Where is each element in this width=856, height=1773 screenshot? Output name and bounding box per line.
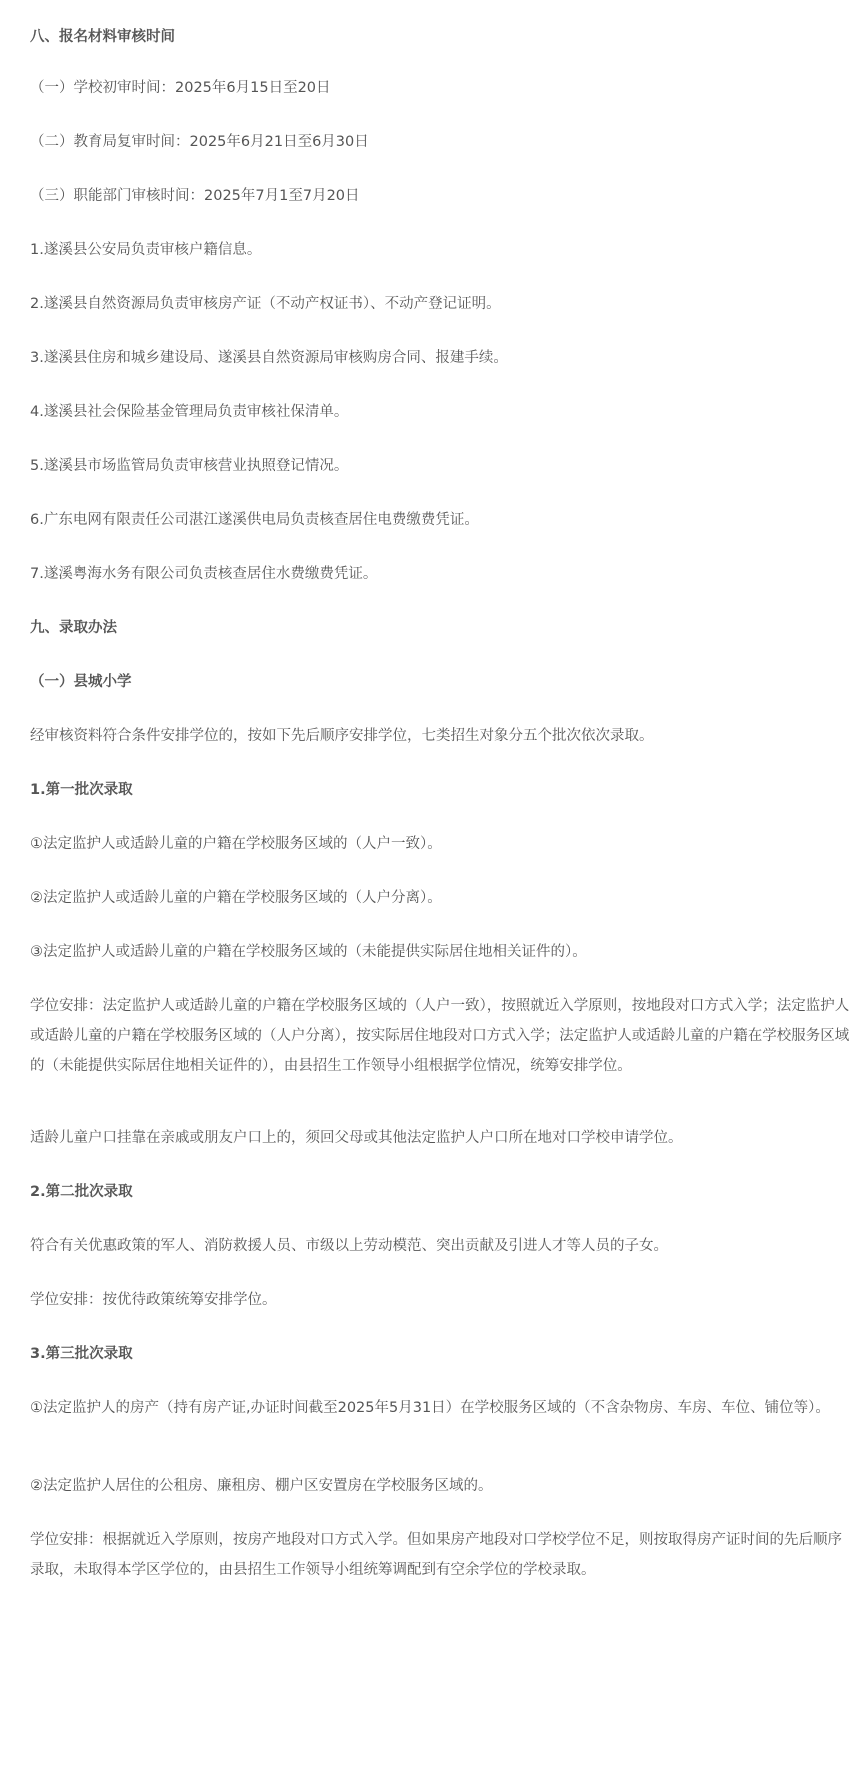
list-item-batch-3-b: ②法定监护人居住的公租房、廉租房、棚户区安置房在学校服务区域的。 bbox=[30, 1478, 493, 1494]
list-item-housing: 3.遂溪县住房和城乡建设局、遂溪县自然资源局审核购房合同、报建手续。 bbox=[30, 350, 508, 366]
paragraph-batch-3-arrangement: 学位安排：根据就近入学原则，按房产地段对口方式入学。但如果房产地段对口学校学位不足，则按取得房产证时间的先后顺序录取，未取得本学区学位的，由县招生工作领导小组统筹调配到有空余学位的学校录取。 bbox=[30, 1532, 842, 1578]
list-item-batch-1-c: ③法定监护人或适龄儿童的户籍在学校服务区域的（未能提供实际居住地相关证件的）。 bbox=[30, 944, 587, 960]
list-item-water: 7.遂溪粤海水务有限公司负责核查居住水费缴费凭证。 bbox=[30, 566, 378, 582]
paragraph-batch-2-eligibility: 符合有关优惠政策的军人、消防救援人员、市级以上劳动模范、突出贡献及引进人才等人员的子女。 bbox=[30, 1238, 668, 1254]
subheading-county-primary: （一）县城小学 bbox=[30, 674, 132, 690]
section-heading-review-time: 八、报名材料审核时间 bbox=[30, 29, 175, 45]
paragraph-school-review: （一）学校初审时间：2025年6月15日至20日 bbox=[30, 80, 331, 96]
list-item-batch-1-b: ②法定监护人或适龄儿童的户籍在学校服务区域的（人户分离）。 bbox=[30, 890, 442, 906]
list-item-power-grid: 6.广东电网有限责任公司湛江遂溪供电局负责核查居住电费缴费凭证。 bbox=[30, 512, 479, 528]
subheading-batch-1: 1.第一批次录取 bbox=[30, 782, 133, 798]
list-item-batch-1-a: ①法定监护人或适龄儿童的户籍在学校服务区域的（人户一致）。 bbox=[30, 836, 442, 852]
paragraph-admission-intro: 经审核资料符合条件安排学位的，按如下先后顺序安排学位，七类招生对象分五个批次依次录取。 bbox=[30, 728, 654, 744]
paragraph-batch-1-arrangement: 学位安排：法定监护人或适龄儿童的户籍在学校服务区域的（人户一致），按照就近入学原则，按地段对口方式入学；法定监护人或适龄儿童的户籍在学校服务区域的（人户分离），按实际居住地段对口方式入学；法定监护人或适龄儿童的户籍在学校服务区域的（未能提供实际居住地相关证件的），由县招生工作领导小组根据学位情况，统筹安排学位。 bbox=[30, 998, 850, 1074]
list-item-market-supervision: 5.遂溪县市场监管局负责审核营业执照登记情况。 bbox=[30, 458, 349, 474]
paragraph-bureau-review: （二）教育局复审时间：2025年6月21日至6月30日 bbox=[30, 134, 369, 150]
list-item-police: 1.遂溪县公安局负责审核户籍信息。 bbox=[30, 242, 262, 258]
paragraph-department-review: （三）职能部门审核时间：2025年7月1至7月20日 bbox=[30, 188, 360, 204]
section-heading-admission: 九、录取办法 bbox=[30, 620, 117, 636]
list-item-batch-3-a: ①法定监护人的房产（持有房产证,办证时间截至2025年5月31日）在学校服务区域的（不含杂物房、车房、车位、铺位等）。 bbox=[30, 1400, 830, 1416]
paragraph-batch-2-arrangement: 学位安排：按优待政策统筹安排学位。 bbox=[30, 1292, 277, 1308]
list-item-social-security: 4.遂溪县社会保险基金管理局负责审核社保清单。 bbox=[30, 404, 349, 420]
list-item-natural-resources: 2.遂溪县自然资源局负责审核房产证（不动产权证书）、不动产登记证明。 bbox=[30, 296, 501, 312]
paragraph-batch-1-note: 适龄儿童户口挂靠在亲戚或朋友户口上的，须回父母或其他法定监护人户口所在地对口学校申请学位。 bbox=[30, 1130, 683, 1146]
subheading-batch-2: 2.第二批次录取 bbox=[30, 1184, 133, 1200]
subheading-batch-3: 3.第三批次录取 bbox=[30, 1346, 133, 1362]
